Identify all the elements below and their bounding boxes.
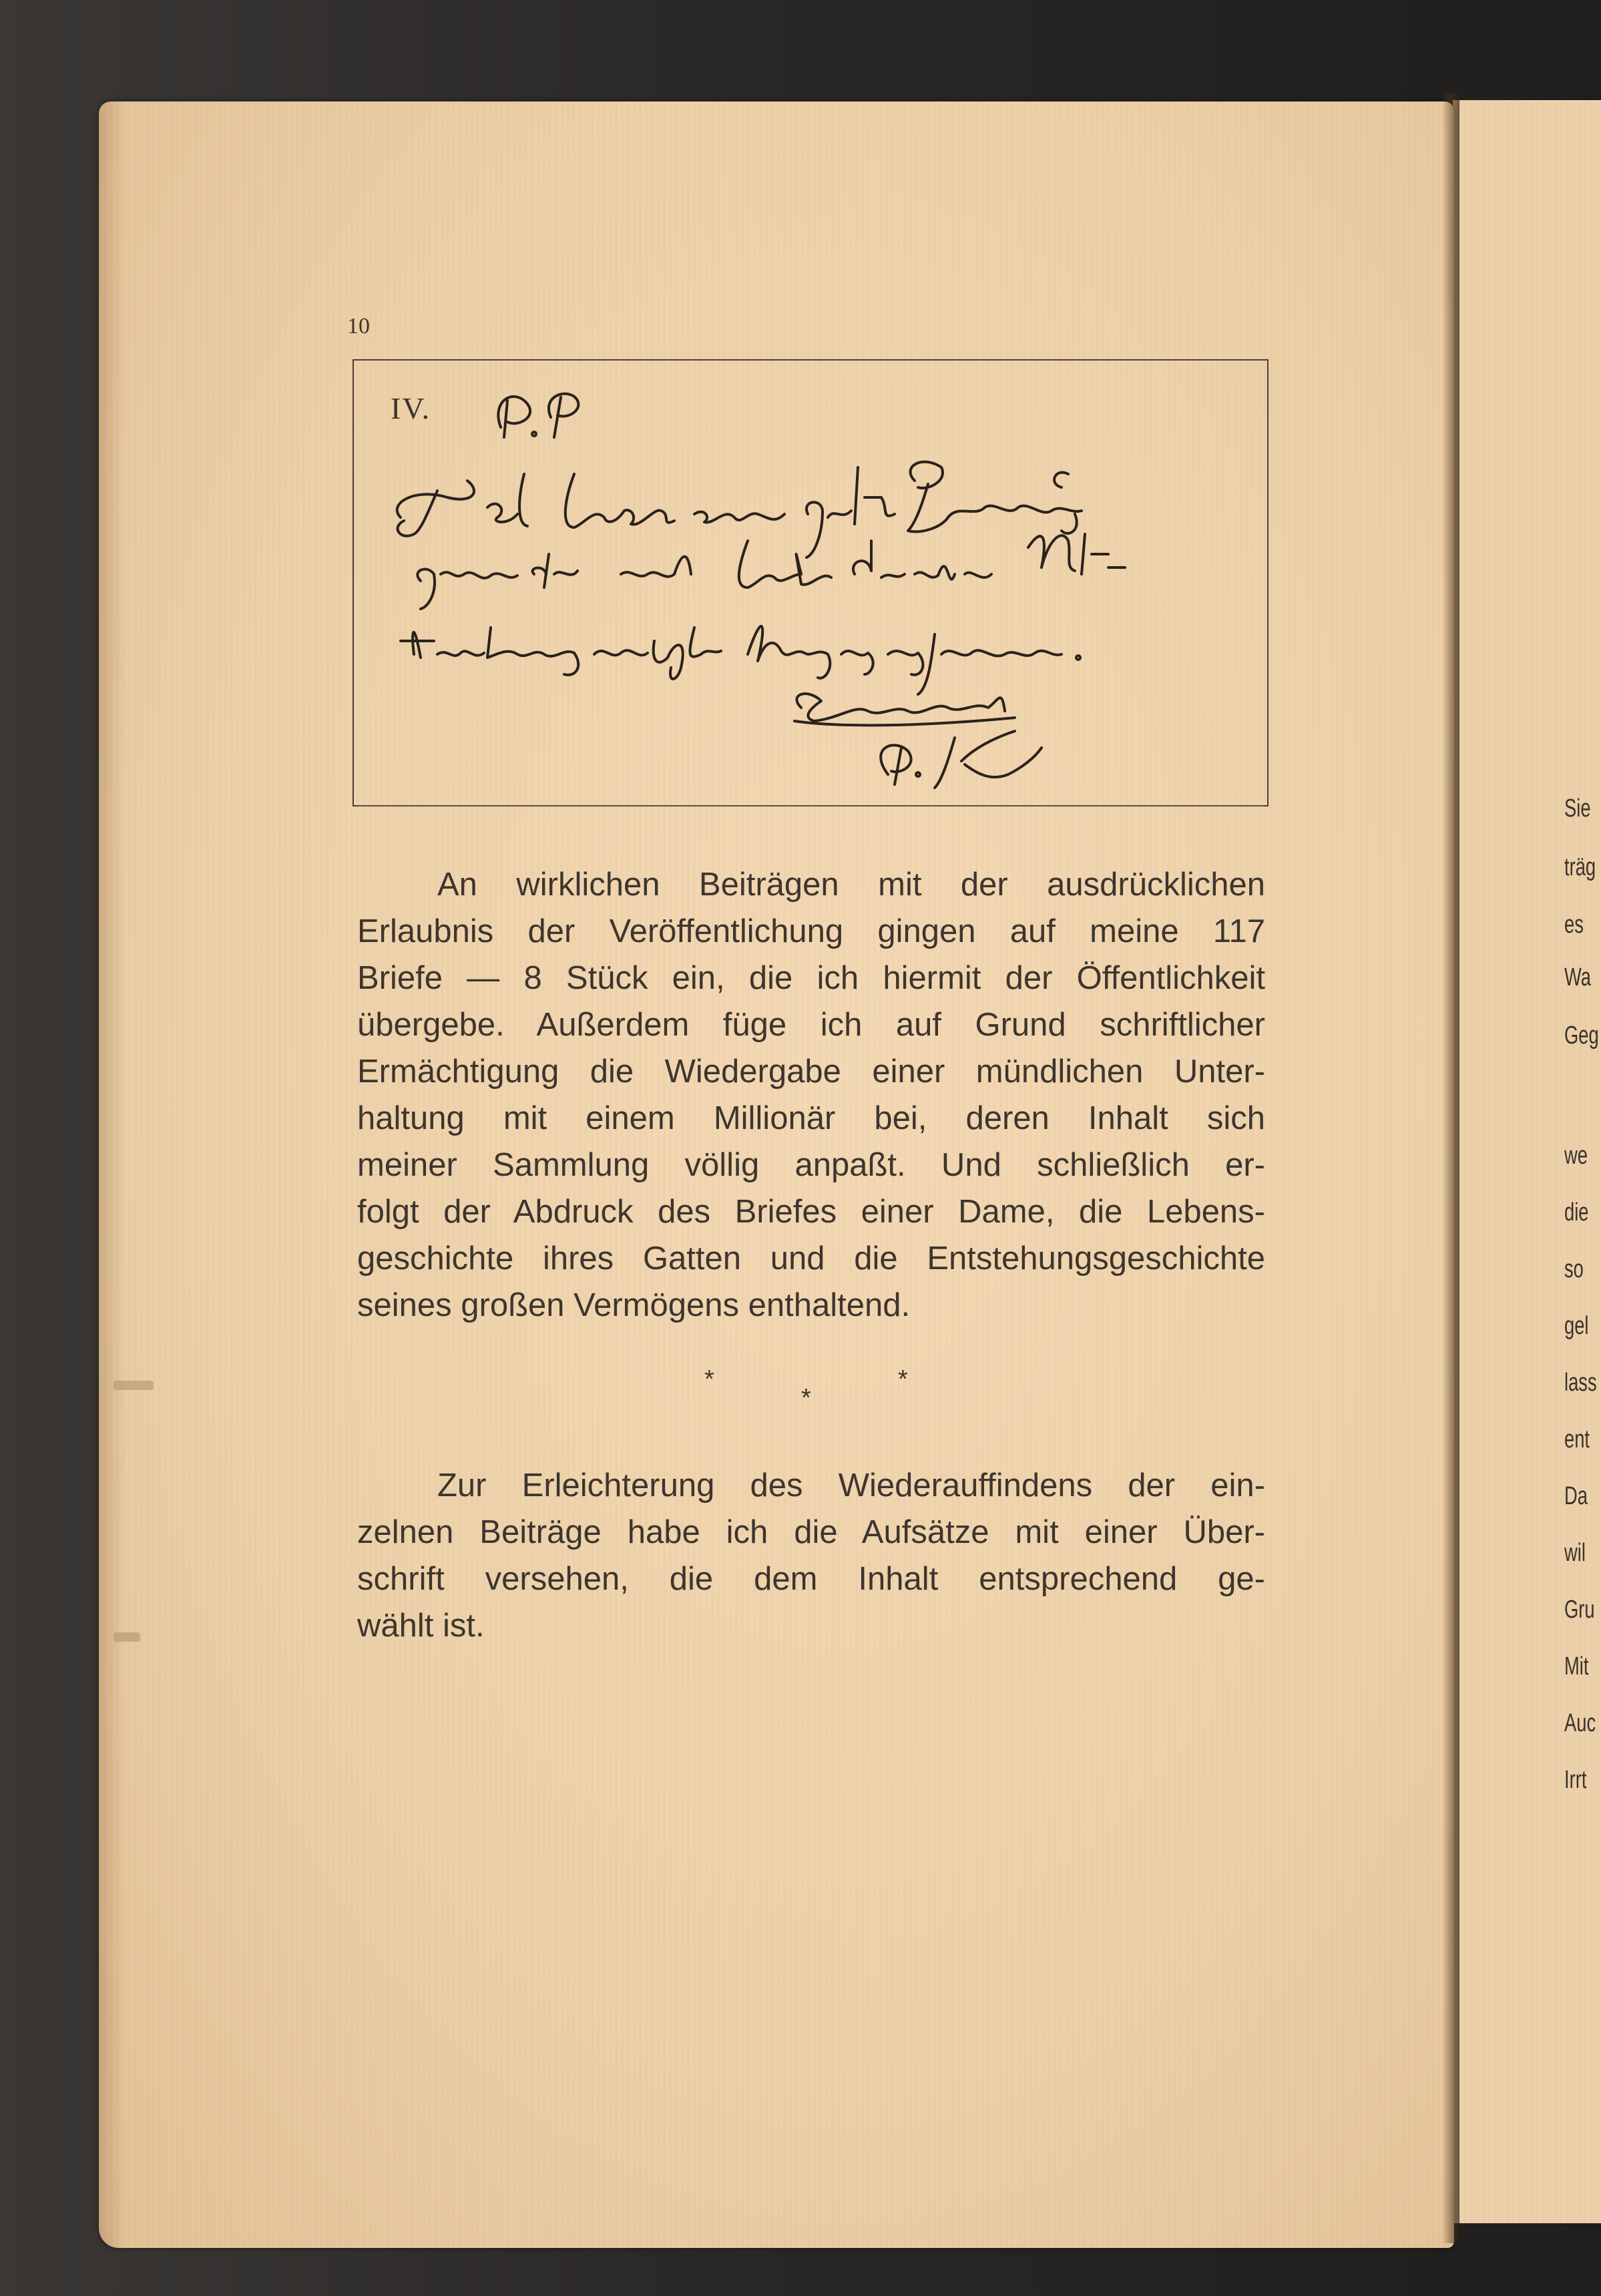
text-line	[357, 1509, 1265, 1556]
handwriting-stroke	[853, 541, 991, 580]
handwriting-stroke	[908, 462, 1082, 532]
handwriting-stroke	[694, 512, 784, 523]
facing-page-fragment: Geg	[1564, 1021, 1599, 1050]
facing-page-fragment: Wa	[1564, 963, 1592, 991]
handwriting-stroke	[549, 394, 578, 437]
text-line-content: schrift versehen, die dem Inhalt entsprechend ge-	[357, 1561, 1265, 1597]
handwriting-stroke	[748, 626, 873, 678]
handwriting-stroke	[594, 628, 721, 679]
text-line	[357, 1188, 1265, 1235]
handwriting-stroke	[1028, 534, 1125, 574]
text-line	[357, 1602, 1265, 1649]
handwriting-stroke	[397, 481, 474, 536]
facing-page-fragment: Irrt	[1564, 1766, 1587, 1794]
text-line	[357, 1462, 1265, 1509]
handwriting-stroke	[401, 628, 578, 675]
facing-page-fragment: Da	[1564, 1482, 1588, 1510]
handwriting-stroke	[739, 541, 831, 588]
page-tab-mark	[113, 1381, 154, 1390]
handwriting-stroke	[532, 432, 536, 436]
text-line-content: seines großen Vermögens enthaltend.	[357, 1287, 911, 1323]
paragraph-contributions	[357, 861, 1265, 1329]
page-tab-mark	[113, 1632, 140, 1642]
section-separator-asterisks	[668, 1365, 935, 1419]
figure-label: IV.	[391, 391, 431, 425]
paragraph-headings-note	[357, 1462, 1265, 1649]
page-edge-shadow	[99, 101, 126, 2248]
text-line	[357, 1235, 1265, 1282]
facing-page-fragment: träg	[1564, 853, 1596, 881]
asterisk: *	[898, 1365, 908, 1393]
handwriting-stroke	[621, 557, 691, 577]
text-line	[357, 1048, 1265, 1095]
facing-page-fragment: we	[1564, 1142, 1588, 1170]
facing-page-fragment: lass	[1564, 1369, 1597, 1397]
facing-page-fragment: Mit	[1564, 1652, 1589, 1680]
facing-page-fragment: ent	[1564, 1425, 1590, 1453]
handwriting-stroke	[487, 474, 527, 526]
handwriting-stroke	[881, 745, 911, 784]
text-line-content: Erlaubnis der Veröffentlichung gingen auf meine 117	[357, 913, 1265, 949]
text-line	[357, 908, 1265, 955]
book-gutter	[1442, 93, 1459, 2243]
text-line-content: zelnen Beiträge habe ich die Aufsätze mit einer Über-	[357, 1514, 1265, 1550]
text-line-content: An wirklichen Beiträgen mit der ausdrücklichen	[437, 867, 1265, 903]
handwriting-stroke	[565, 474, 674, 527]
text-line	[357, 1556, 1265, 1602]
facing-page-fragment: Gru	[1564, 1596, 1595, 1624]
text-line	[357, 955, 1265, 1001]
text-line-content: geschichte ihres Gatten und die Entstehungsgeschichte	[357, 1240, 1265, 1277]
text-line	[357, 1282, 1265, 1329]
facing-page-fragment: die	[1564, 1198, 1589, 1226]
text-line-content: übergebe. Außerdem füge ich auf Grund schriftlicher	[357, 1007, 1265, 1043]
handwriting-stroke	[916, 772, 920, 776]
handwriting-stroke	[1062, 514, 1077, 533]
asterisk: *	[704, 1365, 714, 1393]
text-line	[357, 1001, 1265, 1048]
handwriting-stroke	[417, 554, 578, 609]
facing-page-fragment: so	[1564, 1255, 1584, 1283]
handwriting-stroke	[796, 694, 1005, 721]
text-line-content: Ermächtigung die Wiedergabe einer mündlichen Unter-	[357, 1054, 1265, 1090]
handwriting-stroke	[888, 634, 1062, 694]
facing-page-fragment: Sie	[1564, 794, 1591, 823]
handwritten-letter-facsimile	[374, 374, 1255, 801]
handwriting-stroke	[807, 467, 895, 557]
text-line-content: wählt ist.	[357, 1608, 485, 1644]
facing-page-fragment: Auc	[1564, 1709, 1596, 1737]
text-line-content: haltung mit einem Millionär bei, deren Inhalt sich	[357, 1100, 1265, 1136]
facing-page-fragment: es	[1564, 911, 1584, 939]
facing-page-fragment: wil	[1564, 1539, 1586, 1567]
text-line	[357, 861, 1265, 908]
handwriting-stroke	[498, 397, 530, 437]
text-line-content: Zur Erleichterung des Wiederauffindens der ein-	[437, 1467, 1265, 1504]
asterisk: *	[801, 1384, 811, 1412]
page-number: 10	[347, 314, 370, 338]
text-line	[357, 1095, 1265, 1142]
handwriting-stroke	[1076, 656, 1080, 660]
facing-page-fragment: gel	[1564, 1312, 1589, 1340]
text-line	[357, 1142, 1265, 1188]
handwriting-stroke	[935, 731, 1042, 788]
text-line-content: meiner Sammlung völlig anpaßt. Und schließlich er-	[357, 1147, 1265, 1183]
text-line-content: folgt der Abdruck des Briefes einer Dame, die Lebens-	[357, 1194, 1265, 1230]
text-line-content: Briefe — 8 Stück ein, die ich hiermit der Öffentlichkeit	[357, 960, 1265, 996]
